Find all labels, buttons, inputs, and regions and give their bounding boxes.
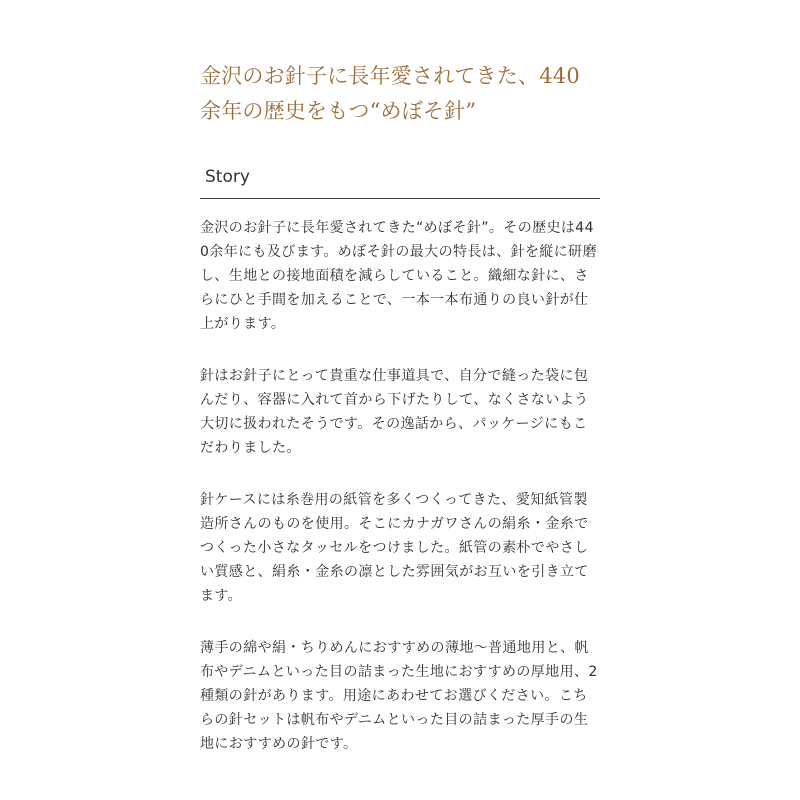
story-paragraph-3: 針ケースには糸巻用の紙管を多くつくってきた、愛知紙管製造所さんのものを使用。そこにカナガワさんの絹糸・金糸でつくった小さなタッセルをつけました。紙管の素朴でやさしい質感と、絹糸・金糸の凛とした雰囲気がお互いを引き立てます。 [200,492,589,604]
headline: 金沢のお針子に長年愛されてきた、440余年の歴史をもつ“めぼそ針” [200,64,580,123]
section-title: Story [205,167,250,187]
story-paragraph-1: 金沢のお針子に長年愛されてきた“めぼそ針”。その歴史は440余年にも及びます。めぼそ針の最大の特長は、針を縦に研磨し、生地との接地面積を減らしていること。織細な針に、さらにひと手間を加えることで、一本一本布通りの良い針が仕上がります。 [200,220,597,332]
story-paragraph-2: 針はお針子にとって貴重な仕事道具で、自分で縫った袋に包んだり、容器に入れて首から下げたりして、なくさないよう大切に扱われたそうです。その逸話から、パッケージにもこだわりました。 [200,368,589,456]
story-body [200,216,600,756]
story-paragraph-4: 薄手の綿や絹・ちりめんにおすすめの薄地〜普通地用と、帆布やデニムといった目の詰まった生地におすすめの厚地用、2種類の針があります。用途にあわせてお選びください。こちらの針セットは帆布やデニムといった目の詰まった厚手の生地におすすめの針です。 [200,640,598,752]
section-header [200,166,600,199]
product-story [200,0,600,784]
